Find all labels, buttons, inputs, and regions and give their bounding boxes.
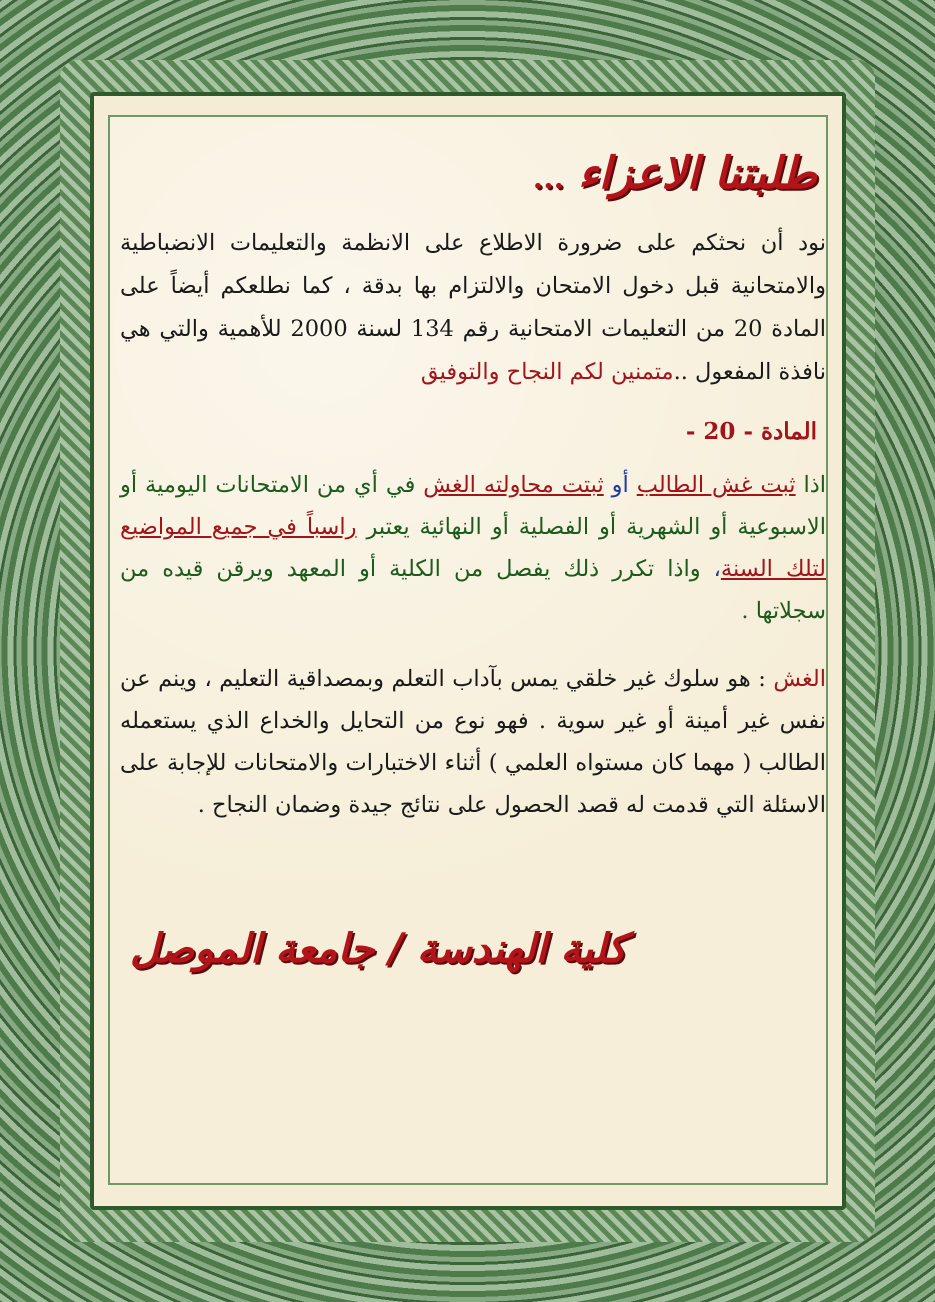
article-w7: ، [713,556,721,582]
article-w1: اذا [803,472,827,498]
greeting-title: طلبتنا الاعزاء [578,148,817,199]
article-title: المادة - 20 - [685,418,817,445]
article-w3: أو [611,472,629,498]
article-w6: راسباً في جميع المواضيع لتلك السنة [120,514,826,582]
intro-text: نود أن نحثكم على ضرورة الاطلاع على الانظمة والتعليمات الانضباطية والامتحانية قبل دخول الامتحان والالتزام بها بدقة ، كما نطلعكم أيضاً على المادة 20 من التعليمات الامتحانية رقم 134 لسنة 2000 للأهمية والتي هي نافذة المفعول .. [120,230,826,385]
article-w4: ثبتت محاولته الغش [423,472,604,498]
article-w2: ثبت غش الطالب [636,472,796,498]
intro-wish: متمنين لكم النجاح والتوفيق [420,359,674,385]
definition-paragraph [120,658,826,826]
greeting-dots: ... [532,161,565,196]
article-w5: في أي من الامتحانات اليومية أو الاسبوعية أو الشهرية أو الفصلية أو النهائية يعتبر [120,472,827,540]
definition-body: : هو سلوك غير خلقي يمس بآداب التعلم وبمصداقية التعليم ، وينم عن نفس غير أمينة أو غير سوية . فهو نوع من التحايل والخداع الذي يستعمله الطالب ( مهما كان مستواه العلمي ) أثناء الاختبارات والامتحانات للإجابة على الاسئلة التي قدمت له قصد الحصول على نتائج جيدة وضمان النجاح . [120,666,826,818]
article-paragraph [120,464,826,632]
article-w8: واذا تكرر ذلك يفصل من الكلية أو المعهد ويرقن قيده من سجلاتها . [120,556,826,624]
intro-paragraph [120,222,826,394]
greeting-heading [533,148,817,199]
signature: كلية الهندسة / جامعة الموصل [130,925,627,972]
definition-term: الغش [773,666,826,692]
